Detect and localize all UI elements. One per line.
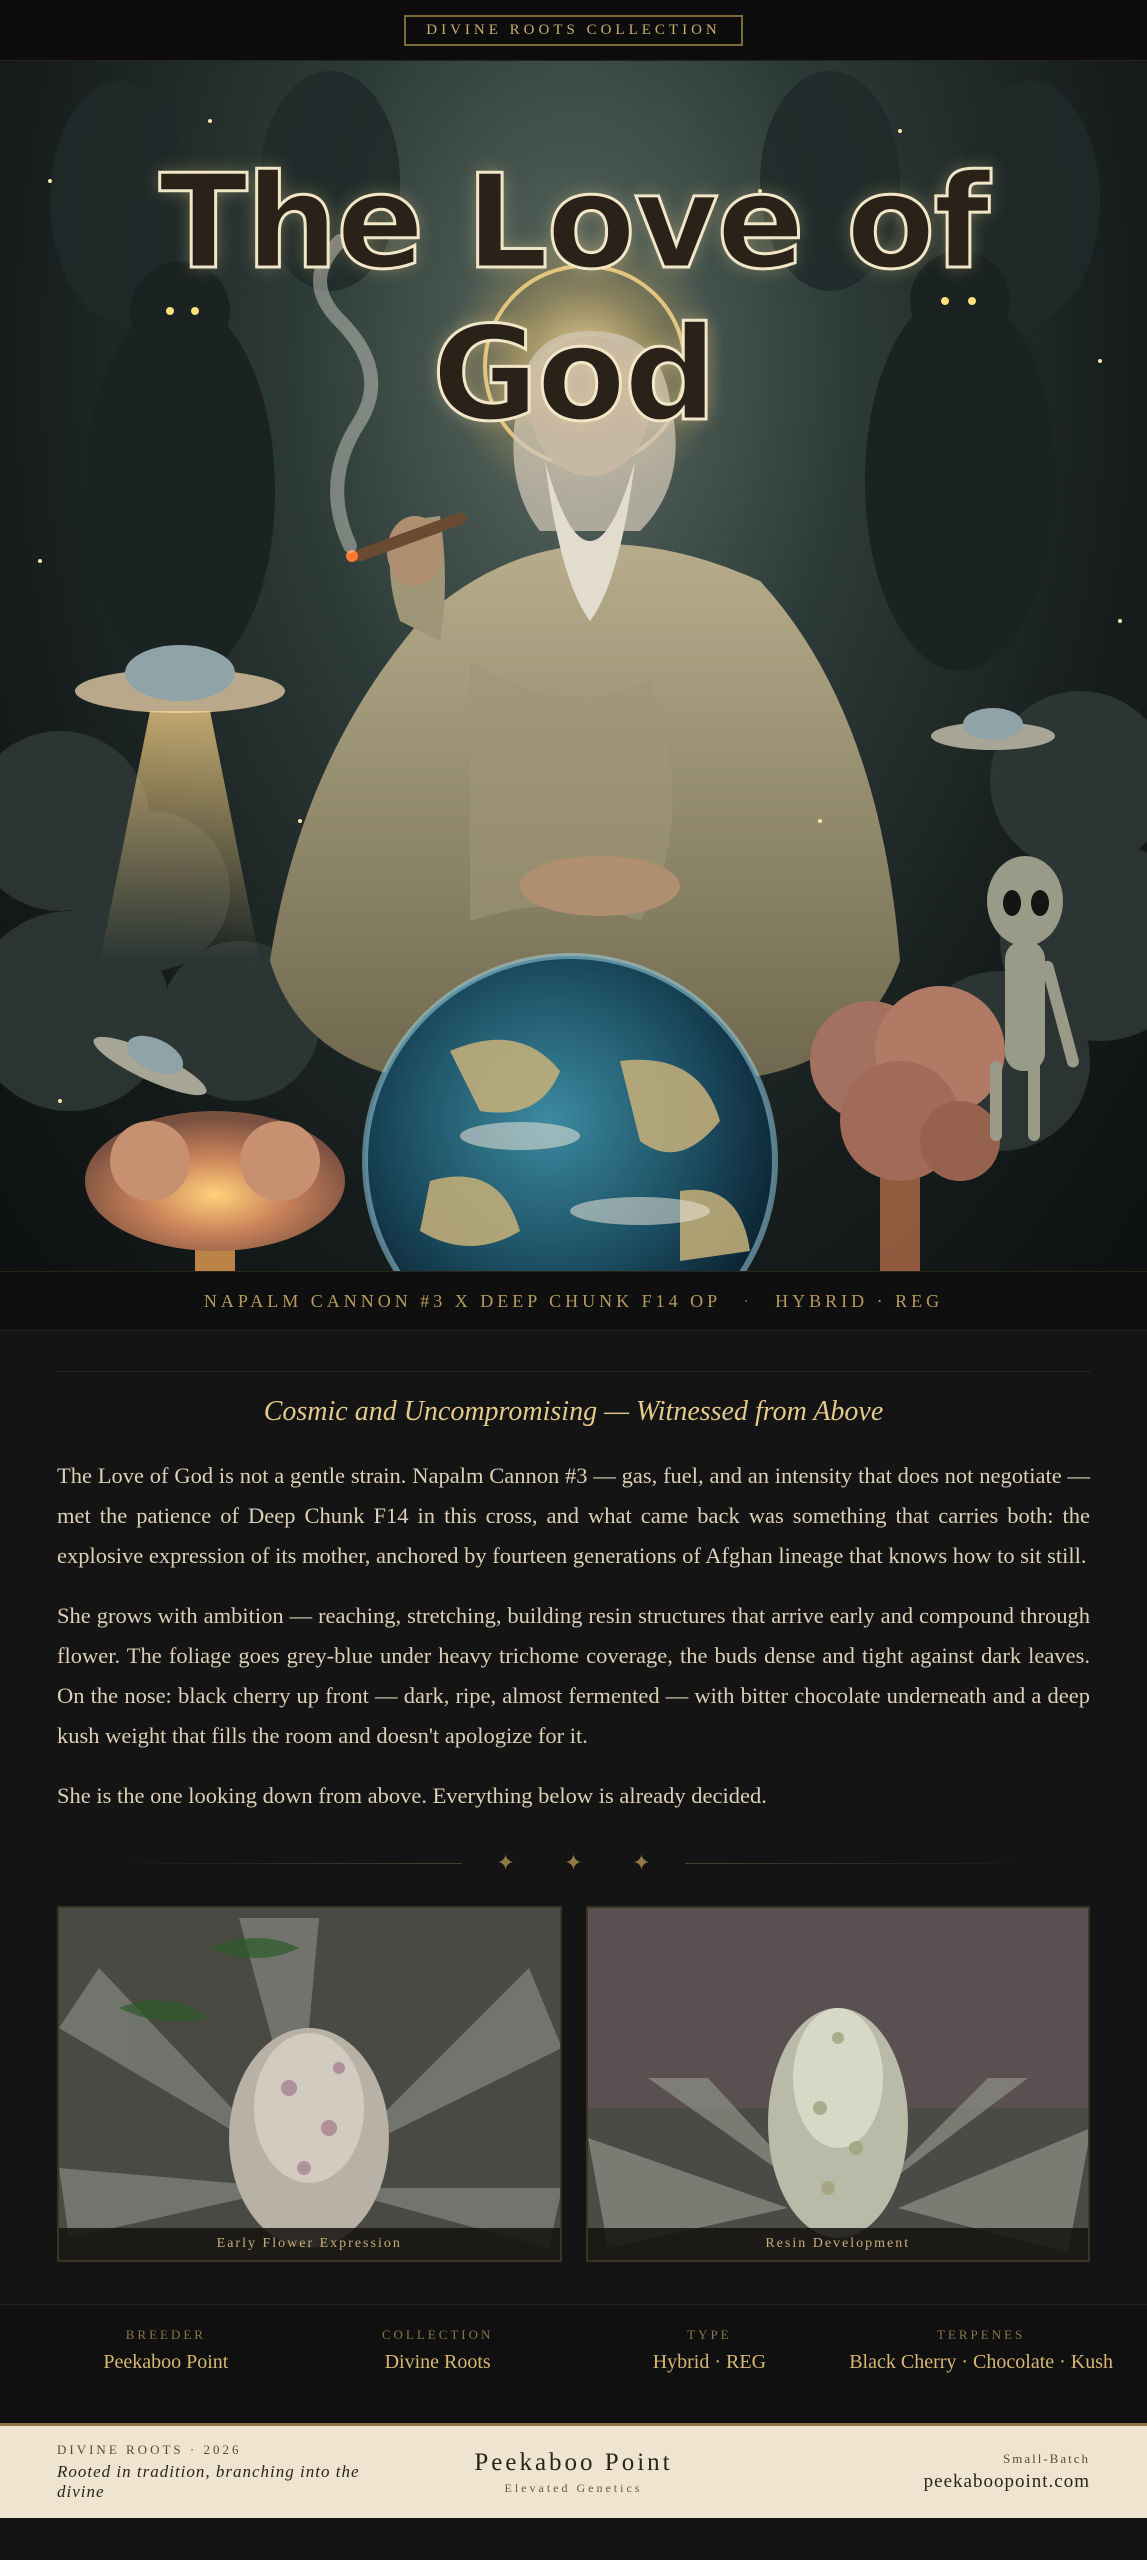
footer-right-kicker: Small-Batch	[1002, 2451, 1090, 2466]
story-section	[0, 1371, 1147, 1876]
story-paragraph: She grows with ambition — reaching, stretching, building resin structures that arrive early and compound through flower. The foliage goes grey-blue under heavy trichome coverage, the buds dense and tight against dark leaves. On the nose: black cherry up front — dark, ripe, almost fermented — with bitter chocolate underneath and a deep kush weight that fills the room and doesn't apologize for it.	[57, 1603, 1090, 1748]
lineage-cross: NAPALM CANNON #3 X DEEP CHUNK F14 OP	[203, 1290, 722, 1311]
photo-caption: Early Flower Expression	[59, 2228, 560, 2260]
photo-early-flower[interactable]	[57, 1906, 562, 2262]
footer-left	[57, 2442, 401, 2502]
lineage-separator: ·	[743, 1290, 754, 1311]
section-rule	[57, 1371, 1090, 1372]
cannabis-bud-image	[59, 1908, 562, 2260]
brand-name: Peekaboo Point	[474, 2448, 673, 2476]
spec-label: BREEDER	[125, 2327, 206, 2342]
footer-tagline: Rooted in tradition, branching into the divine	[57, 2462, 360, 2501]
footer-brand	[401, 2449, 745, 2496]
spec-value: Black Cherry · Chocolate · Kush	[849, 2351, 1114, 2373]
photo-gallery	[0, 1906, 1147, 2262]
divider-line	[102, 1863, 462, 1864]
divider-stars-icon: ✦ ✦ ✦	[496, 1850, 673, 1875]
hero-title: The Love of God	[159, 146, 988, 450]
lineage-type: HYBRID · REG	[775, 1290, 944, 1311]
ornament-divider	[57, 1850, 1090, 1876]
footer-right	[746, 2451, 1090, 2493]
spec-grid	[0, 2304, 1147, 2423]
divider-line	[685, 1863, 1045, 1864]
footer	[0, 2423, 1147, 2518]
photo-resin-development[interactable]	[586, 1906, 1091, 2262]
spec-collection	[302, 2305, 574, 2423]
lineage-bar	[0, 1271, 1147, 1331]
spec-value: Peekaboo Point	[103, 2351, 229, 2373]
spec-label: TYPE	[687, 2327, 732, 2342]
top-bar	[0, 0, 1147, 61]
photo-caption: Resin Development	[588, 2228, 1089, 2260]
spec-label: COLLECTION	[381, 2327, 494, 2342]
hero-artwork	[0, 61, 1147, 1271]
spec-breeder	[30, 2305, 302, 2423]
collection-badge: DIVINE ROOTS COLLECTION	[404, 15, 742, 46]
spec-terpenes	[845, 2305, 1117, 2423]
spec-type	[574, 2305, 846, 2423]
brand-subtitle: Elevated Genetics	[504, 2480, 643, 2495]
cannabis-bud-image	[588, 1908, 1091, 2260]
story-paragraph: She is the one looking down from above. Everything below is already decided.	[57, 1783, 767, 1808]
spec-value: Hybrid · REG	[652, 2351, 767, 2373]
story-subtitle: Cosmic and Uncompromising — Witnessed from Above	[263, 1396, 884, 1427]
footer-kicker: DIVINE ROOTS · 2026	[57, 2442, 242, 2457]
website-link[interactable]: peekaboopoint.com	[923, 2471, 1090, 2492]
story-paragraph: The Love of God is not a gentle strain. Napalm Cannon #3 — gas, fuel, and an intensity that does not negotiate — met the patience of Deep Chunk F14 in this cross, and what came back was something that carries both: the explosive expression of its mother, anchored by fourteen generations of Afghan lineage that knows how to sit still.	[57, 1463, 1090, 1568]
spec-value: Divine Roots	[384, 2351, 491, 2373]
spec-label: TERPENES	[936, 2327, 1026, 2342]
